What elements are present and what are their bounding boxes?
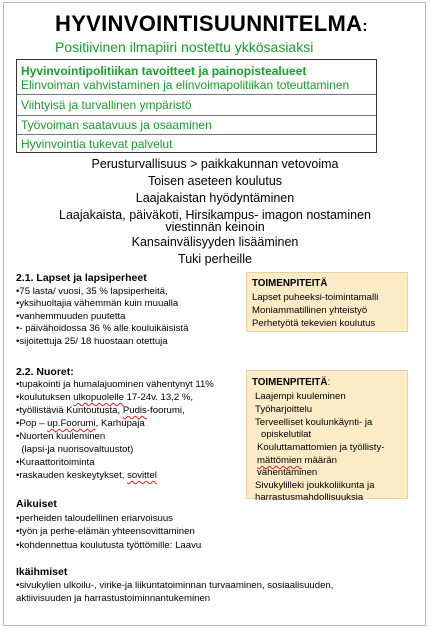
bullet-item — [16, 470, 157, 481]
measures-box-children — [246, 272, 408, 332]
bullet-text: , Karhupaja — [95, 418, 145, 429]
measure-item: Kouluttamattomien ja työllisty- — [257, 442, 385, 453]
center-item: Tuki perheille — [178, 252, 252, 266]
measures-title-text: TOIMENPITEITÄ — [252, 377, 328, 388]
bullet-item: •75 lasta/ vuosi, 35 % lapsiperheitä, — [16, 286, 168, 297]
measure-item: Laajempi kuuleminen — [255, 391, 346, 402]
goal-item: Työvoiman saatavuus ja osaaminen — [21, 118, 212, 132]
bullet-text: -foorumi, — [146, 405, 185, 416]
title-text: HYVINVOINTISUUNNITELMA — [55, 11, 363, 36]
center-item: Laajakaistan hyödyntäminen — [135, 191, 295, 205]
center-item: viestinnän keinoin — [165, 220, 265, 234]
bullet-item: •Nuorten kuuleminen — [16, 431, 106, 442]
bullet-item: (lapsi-ja nuorisovaltuustot) — [16, 444, 134, 455]
goal-divider — [17, 134, 376, 135]
document-subtitle: Positiivinen ilmapiiri nostettu ykkösasiaksi — [55, 39, 314, 55]
bullet-item: •perheiden taloudellinen eriarvoisuus — [16, 513, 173, 524]
bullet-text: 17-24v. 13,2 %, — [123, 392, 194, 403]
measure-item: Sivukylilleki joukkoliikunta ja — [255, 480, 375, 491]
bullet-item: •vanhemmuuden puutetta — [16, 311, 126, 322]
goal-item: Elinvoiman vahvistaminen ja elinvoimapolitiikan toteuttaminen — [21, 78, 350, 92]
measure-item: opiskelutilat — [261, 429, 312, 440]
measure-item: Moniammatillinen yhteistyö — [252, 305, 368, 316]
measure-item: Perhetyötä tekevien koulutus — [252, 318, 376, 329]
bullet-text: •Pop – — [16, 418, 48, 429]
goal-item: Hyvinvointia tukevat palvelut — [21, 137, 173, 151]
center-item: Perusturvallisuus > paikkakunnan vetovoima — [91, 157, 339, 171]
bullet-item — [16, 418, 145, 429]
measures-title-colon: : — [327, 377, 331, 388]
spellcheck-word: up.Foorumi — [47, 418, 96, 429]
bullet-item: aktiivisuuden ja harrastustoiminnantukeminen — [16, 593, 211, 604]
goal-divider — [17, 94, 376, 95]
bullet-item: •sijoitettuja 25/ 18 huostaan otettuja — [16, 336, 168, 347]
measure-item: Terveelliset koulunkäynti- ja — [255, 417, 373, 428]
bullet-item: •Kuraattoritoiminta — [16, 457, 95, 468]
spellcheck-word: Pudis — [122, 405, 147, 416]
bullet-item: •sivukylien ulkoilu-, virike-ja liikuntatoiminnan turvaaminen, sosiaalisuuden, — [16, 580, 334, 591]
measure-text: määrän — [301, 455, 337, 466]
goals-heading: Hyvinvointipolitiikan tavoitteet ja painopistealueet — [21, 64, 307, 78]
document-title — [55, 11, 368, 37]
section-heading-elderly: Ikäihmiset — [16, 566, 68, 578]
measures-title: TOIMENPITEITÄ — [252, 278, 328, 289]
measure-item: Työharjoittelu — [255, 404, 313, 415]
bullet-item: •- päivähoidossa 36 % alle kouluikäisistä — [16, 323, 189, 334]
section-heading-children: 2.1. Lapset ja lapsiperheet — [16, 272, 147, 284]
measure-item: Lapset puheeksi-toimintamalli — [252, 292, 379, 303]
section-heading-youth: 2.2. Nuoret: — [16, 366, 74, 378]
bullet-item: •työn ja perhe-elämän yhteensovittaminen — [16, 526, 195, 537]
measure-item: vähentäminen — [257, 467, 318, 478]
bullet-item: •kohdennettua koulutusta työttömille: Laavu — [16, 540, 202, 551]
measures-box-youth — [246, 370, 408, 503]
spellcheck-word: ulkopuolelle — [73, 392, 124, 403]
goals-box — [16, 59, 377, 153]
measure-item — [257, 455, 337, 466]
measures-title — [252, 377, 330, 388]
bullet-text: •raskauden keskeytykset, — [16, 470, 128, 481]
bullet-item — [16, 392, 193, 403]
goal-item: Viihtyisä ja turvallinen ympäristö — [21, 98, 192, 112]
bullet-item: •yksihuoltajia vähemmän kuin muualla — [16, 298, 179, 309]
goal-divider — [17, 115, 376, 116]
spellcheck-word: sovittel — [127, 470, 157, 481]
title-colon: : — [362, 18, 368, 35]
bullet-item — [16, 405, 185, 416]
measure-item: harrastusmahdollisuuksia — [255, 492, 364, 503]
center-item: Laajakaista, päiväkoti, Hirsikampus- imagon nostaminen — [59, 208, 371, 222]
section-heading-adults: Aikuiset — [16, 498, 57, 510]
bullet-text: •työllistäviä Kuntoutusta, — [16, 405, 123, 416]
center-item: Kansainvälisyyden lisääminen — [131, 235, 299, 249]
bullet-text: •koulutuksen — [16, 392, 74, 403]
spellcheck-word: mättömien — [257, 455, 302, 466]
bullet-item: •tupakointi ja humalajuominen vähentynyt 11% — [16, 379, 214, 390]
center-item: Toisen aseteen koulutus — [147, 174, 283, 188]
